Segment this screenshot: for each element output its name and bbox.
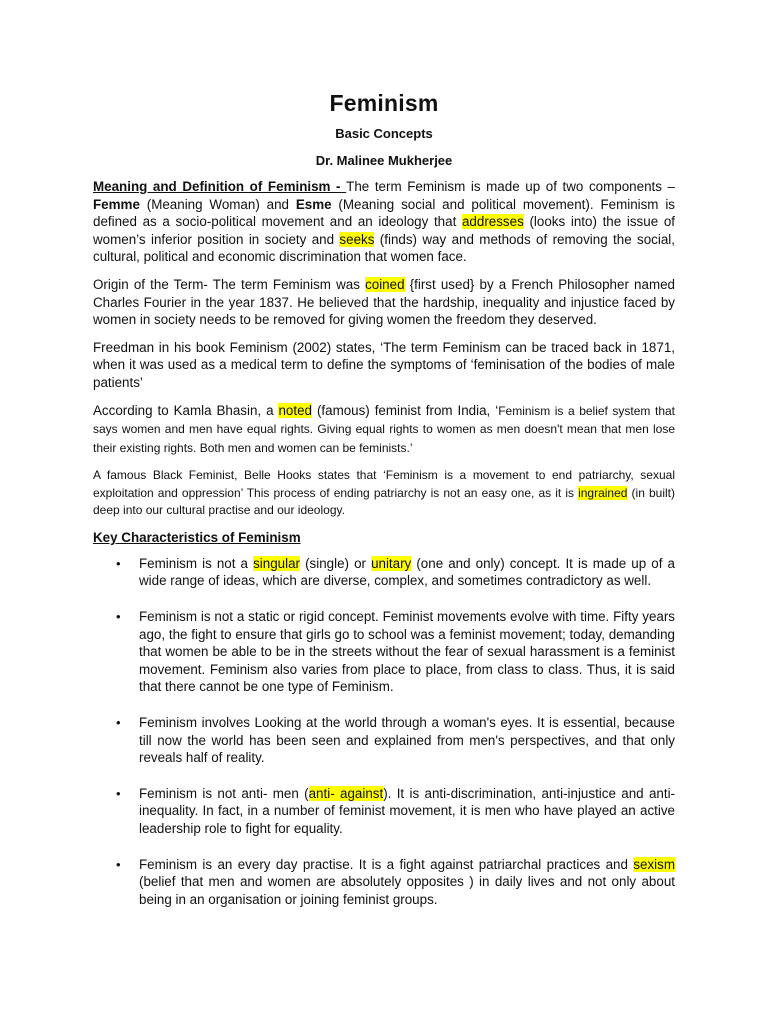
highlighted-word: addresses: [461, 214, 524, 230]
text-run: According to Kamla Bhasin, a: [93, 402, 279, 418]
section-heading-key-characteristics: Key Characteristics of Feminism: [93, 529, 301, 545]
text-run: Feminism is not a static or rigid concept. Feminist movements evolve with time. Fifty years ago, the fight to ensure that girls go to school was a feminist movement; today, demanding that women be able to be in the streets without the fear of sexual harassment is a feminist movement. Feminism also varies from place to place, from class to class. Thus, it is said that there cannot be one type of Feminism.: [139, 609, 675, 695]
text-run: (one and only) concept. It is made up of a wide range of ideas, which are diverse, complex, and sometimes contradictory as well.: [139, 555, 675, 589]
paragraph-kamla-bhasin: [93, 402, 675, 458]
text-run: ). It is anti-discrimination, anti-injustice and anti-inequality. In fact, in a number of feminist movement, it is men who have played an active leadership role to fight for equality.: [139, 785, 675, 836]
bullet-icon: •: [116, 714, 121, 730]
text-run: Origin of the Term- The term Feminism was: [93, 276, 366, 292]
characteristics-list: [93, 555, 675, 909]
list-item: [93, 785, 675, 838]
paragraph-meaning-definition: [93, 178, 675, 266]
text-run: (looks into) the issue of women’s inferior position in society and: [93, 214, 675, 247]
bold-term-femme: Femme: [93, 196, 140, 212]
highlighted-word: coined: [365, 276, 405, 292]
document-subtitle: Basic Concepts: [335, 126, 433, 141]
quote-text: Feminism is a belief system that says women and men have equal rights. Giving equal rights to women as men doesn't mean that men lose their existing rights. Both men and women can be feminists.’: [93, 403, 675, 455]
text-run: (in built) deep into our cultural practise and our ideology.: [93, 485, 675, 518]
text-run: {first used} by a French Philosopher named Charles Fourier in the year 1837. He believed that the hardship, inequality and injustice faced by women in society needs to be removed for giving women the freedom they deserved.: [93, 276, 675, 328]
meaning-definition-heading: Meaning and Definition of Feminism -: [93, 179, 347, 194]
text-run: (finds) way and methods of removing the social, cultural, political and economic discrimination that women face.: [93, 231, 675, 265]
bullet-icon: •: [116, 555, 121, 571]
document-title: Feminism: [329, 90, 439, 116]
text-run: Feminism is not a: [139, 555, 254, 571]
text-run: (famous) feminist from India, ‘: [312, 402, 499, 418]
text-run: A famous Black Feminist, Belle Hooks states that ‘Feminism is a movement to end patriarchy, sexual exploitation and oppression’ This process of ending patriarchy is not an easy one, as it is: [93, 468, 675, 500]
highlighted-word: ingrained: [578, 485, 628, 500]
highlighted-word: singular: [253, 555, 300, 571]
text-run: Feminism is not anti- men (: [139, 785, 309, 801]
highlighted-word: sexism: [633, 856, 675, 872]
highlighted-word: unitary: [371, 555, 412, 571]
bullet-icon: •: [116, 785, 121, 801]
bold-term-esme: Esme: [295, 196, 332, 212]
text-run: Feminism involves Looking at the world through a woman's eyes. It is essential, because till now the world has been seen and explained from men's perspectives, and that only reveals half of reality.: [139, 714, 675, 766]
highlighted-word: anti- against: [308, 785, 384, 801]
bullet-icon: •: [116, 856, 121, 872]
text-run: (Meaning social and political movement). Feminism is defined as a socio-political movement and an ideology that: [93, 196, 675, 230]
list-item: [93, 714, 675, 767]
highlighted-word: seeks: [339, 231, 375, 247]
text-run: The term Feminism is made up of two components –: [346, 179, 675, 194]
text-run: (single) or: [300, 555, 372, 571]
text-run: (Meaning Woman) and: [139, 196, 296, 212]
text-run: (belief that men and women are absolutely opposites ) in daily lives and not only about being in an organisation or joining feminist groups.: [139, 874, 675, 907]
list-item: [93, 555, 675, 590]
paragraph-origin: [93, 276, 675, 329]
list-item: [93, 608, 675, 696]
highlighted-word: noted: [278, 402, 312, 418]
text-run: Feminism is an every day practise. It is a fight against patriarchal practices and: [139, 856, 634, 872]
list-item: [93, 856, 675, 909]
paragraph-belle-hooks: [93, 467, 675, 520]
paragraph-freedman: Freedman in his book Feminism (2002) states, ‘The term Feminism can be traced back in 1871, when it was used as a medical term to define the symptoms of ‘feminisation of the bodies of male patients’: [93, 339, 675, 390]
document-author: Dr. Malinee Mukherjee: [315, 153, 453, 168]
bullet-icon: •: [116, 609, 121, 624]
